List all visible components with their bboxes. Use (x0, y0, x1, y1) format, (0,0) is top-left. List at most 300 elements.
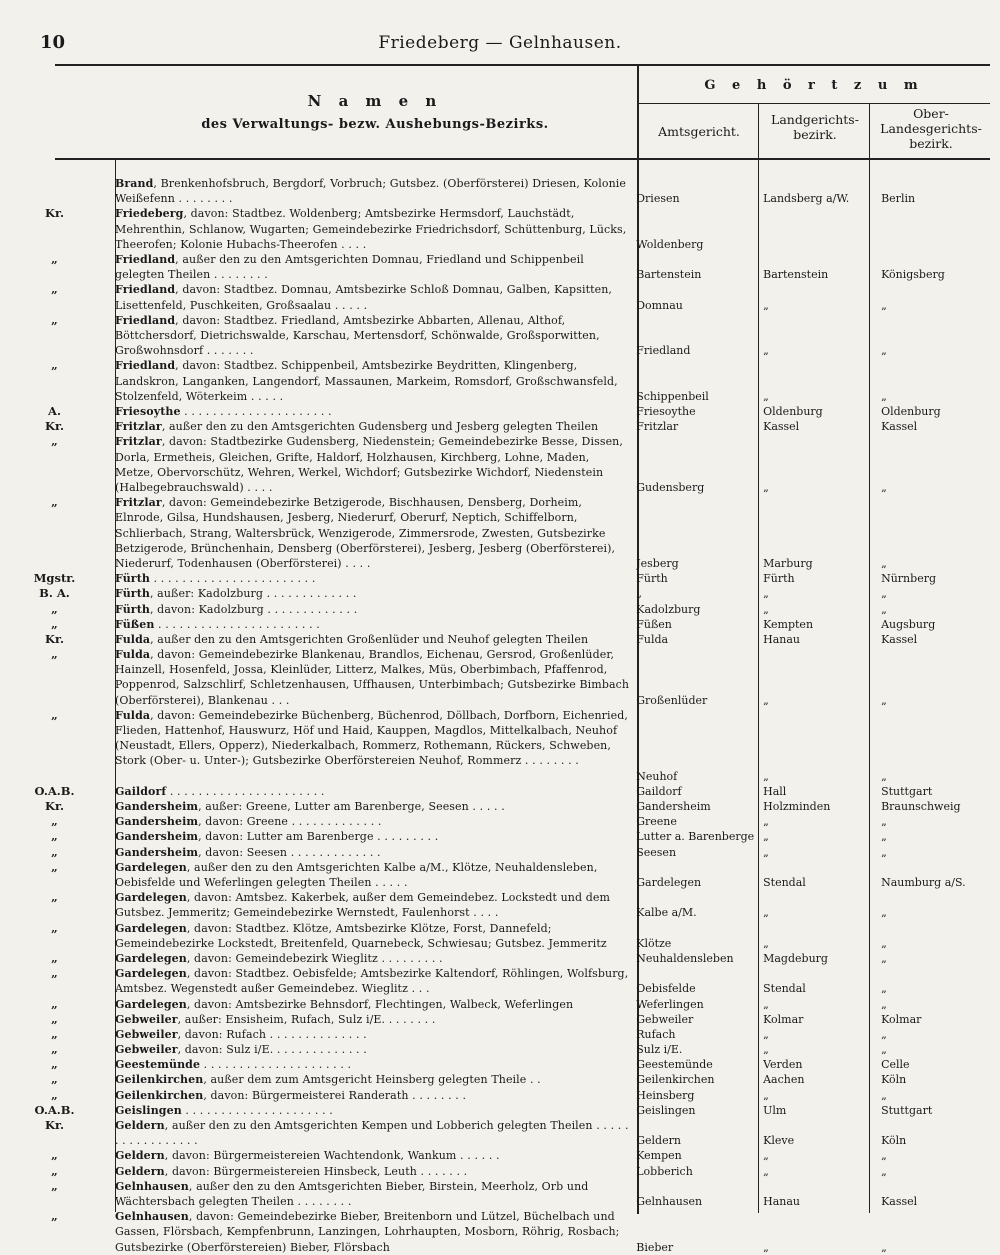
district-description: , davon: Sulz i/E. . . . . . . . . . . . . . (177, 1043, 367, 1057)
district-type: Kr. (44, 799, 64, 814)
district-name-bold: Gelnhausen (114, 1179, 189, 1193)
landgerichtsbezirk-value: Fürth (763, 572, 795, 586)
district-description: , außer: Kadolzburg . . . . . . . . . . . . . (149, 587, 357, 601)
district-name (109, 602, 629, 617)
table-row (0, 951, 1000, 966)
district-type: „ (51, 890, 58, 905)
amtsgericht (629, 252, 757, 282)
district-description: . . . . . . . . . . . . . . . . . . . . . (200, 1058, 352, 1072)
district-name-bold: Gandersheim (114, 815, 199, 829)
table-row (0, 997, 1000, 1012)
district-name-bold: Gaildorf (114, 784, 167, 798)
amtsgericht (629, 845, 757, 860)
amtsgericht-value: Sulz i/E. (636, 1043, 683, 1057)
landgerichtsbezirk (757, 966, 873, 996)
table-row (0, 1179, 1000, 1209)
landgerichtsbezirk-value: „ (763, 587, 769, 601)
district-name (109, 404, 629, 419)
amtsgericht (629, 358, 757, 404)
oberlandesgerichtsbezirk-value: „ (881, 344, 887, 358)
table-row (0, 252, 1000, 282)
table-row (0, 845, 1000, 860)
amtsgericht (629, 1148, 757, 1163)
district-name (109, 799, 629, 814)
amtsgericht-value: Geislingen (636, 1103, 696, 1117)
district-name (109, 1209, 629, 1255)
oberlandesgerichtsbezirk-value: „ (881, 815, 887, 829)
oberlandesgerichtsbezirk-value: „ (881, 602, 887, 616)
amtsgericht (629, 602, 757, 617)
district-name-bold: Gardelegen (114, 997, 187, 1011)
district-description: . . . . . . . . . . . . . . . . . . . . . . . (149, 572, 316, 586)
amtsgericht (629, 1164, 757, 1179)
oberlandesgerichtsbezirk-value: Stuttgart (881, 1103, 933, 1117)
district-description: , außer: Ensisheim, Rufach, Sulz i/E. . . . . . . . (177, 1012, 436, 1026)
district-name-bold: Geldern (114, 1149, 165, 1163)
amtsgericht-value: Gebweiler (636, 1012, 694, 1026)
oberlandesgerichtsbezirk (873, 784, 1000, 799)
district-description: , davon: Stadtbez. Schippenbeil, Amtsbezirke Beydritten, Klingenberg, Landskron, Langanken, Langendorf, Massaunen, Markeim, Romsdorf, Großschwansfeld, Stolzenfeld, Wöterkeim . . . . . (114, 359, 618, 403)
amtsgericht-value: Driesen (636, 192, 680, 206)
landgerichtsbezirk-value: „ (763, 830, 769, 844)
district-name-bold: Gardelegen (114, 891, 187, 905)
landgerichtsbezirk-value: „ (763, 936, 769, 950)
oberlandesgerichtsbezirk (873, 495, 1000, 571)
amtsgericht-value: „ (636, 587, 642, 601)
district-name-bold: Brand (114, 177, 154, 190)
district-name (109, 571, 629, 586)
oberlandesgerichtsbezirk-value: Augsburg (881, 617, 936, 631)
district-name-bold: Gandersheim (114, 830, 199, 844)
district-description: . . . . . . . . . . . . . . . . . . . . . (181, 1103, 333, 1117)
landgerichtsbezirk-value: „ (763, 845, 769, 859)
oberlandesgerichtsbezirk (873, 966, 1000, 996)
district-type: „ (51, 1148, 58, 1163)
table-row (0, 1103, 1000, 1118)
oberlandesgerichtsbezirk (873, 1118, 1000, 1148)
district-name-bold: Fritzlar (114, 420, 162, 434)
landgerichtsbezirk (757, 921, 873, 951)
landgerichtsbezirk-value: Hall (763, 784, 787, 798)
district-name-bold: Gelnhausen (114, 1210, 189, 1224)
oberlandesgerichtsbezirk-value: „ (881, 298, 887, 312)
amtsgericht-value: Heinsberg (636, 1088, 695, 1102)
landgerichtsbezirk (757, 617, 873, 632)
amtsgericht-value: Gardelegen (636, 875, 702, 889)
oberlandesgerichtsbezirk (873, 951, 1000, 966)
district-description: , davon: Gemeindebezirke Büchenberg, Büchenrod, Döllbach, Dorfborn, Eichenried, Flieden, Hattenhof, Hauswurz, Höf und Haid, Kauppen, Magdlos, Mittelkalbach, Neuhof (Neustadt, Ellers, Opperz), Niederkalbach, Rommerz, Rothemann, Rückers, Schweben, Stork (Ober- u. Unter-); Gutsbezirke Oberförstereien Neuhof, Rommerz . . . . . . . . (114, 708, 628, 768)
amtsgericht (629, 1042, 757, 1057)
table-row (0, 419, 1000, 434)
district-name (109, 921, 629, 951)
district-name-bold: Fürth (114, 587, 150, 601)
oberlandesgerichtsbezirk-value: Braunschweig (881, 800, 961, 814)
amtsgericht (629, 966, 757, 996)
district-type: Kr. (44, 1118, 64, 1133)
table-row (0, 1088, 1000, 1103)
district-description: , davon: Bürgermeistereien Hinsbeck, Leuth . . . . . . . (164, 1164, 468, 1178)
amtsgericht-value: Geilenkirchen (636, 1073, 715, 1087)
district-type: „ (51, 312, 58, 327)
table-top-rule (55, 64, 990, 66)
district-name (109, 829, 629, 844)
landgerichtsbezirk (757, 1072, 873, 1087)
amtsgericht (629, 495, 757, 571)
district-type: „ (51, 358, 58, 373)
oberlandesgerichtsbezirk (873, 814, 1000, 829)
amtsgericht-value: Gelnhausen (636, 1195, 703, 1208)
table-row (0, 860, 1000, 890)
oberlandesgerichtsbezirk-value: „ (881, 997, 887, 1011)
district-type: „ (51, 1011, 58, 1026)
district-name (109, 1027, 629, 1042)
district-type: „ (51, 251, 58, 266)
table-row (0, 1072, 1000, 1087)
landgerichtsbezirk (757, 1012, 873, 1027)
oberlandesgerichtsbezirk-value: Königsberg (881, 268, 945, 282)
landgerichtsbezirk (757, 632, 873, 647)
amtsgericht-value: Lutter a. Barenberge (636, 830, 755, 844)
district-name (109, 997, 629, 1012)
district-name-bold: Friesoythe (114, 404, 181, 418)
oberlandesgerichtsbezirk-value: Stuttgart (881, 784, 933, 798)
landgerichtsbezirk (757, 1209, 873, 1255)
district-name (109, 419, 629, 434)
district-type: Kr. (44, 206, 64, 221)
landgerichtsbezirk (757, 206, 873, 252)
district-description: , davon: Stadtbez. Domnau, Amtsbezirke Schloß Domnau, Galben, Kapsitten, Lisettenfeld, Puschkeiten, Großsaalau . . . . . (114, 283, 612, 312)
landgerichtsbezirk-value: Hanau (763, 1195, 800, 1208)
header-namen: N a m e n (307, 92, 443, 110)
amtsgericht-value: Neuhaldensleben (636, 951, 734, 965)
oberlandesgerichtsbezirk (873, 358, 1000, 404)
district-description: , davon: Rufach . . . . . . . . . . . . . . (177, 1027, 367, 1041)
district-type: „ (51, 647, 58, 662)
table-row (0, 404, 1000, 419)
amtsgericht-value: Rufach (636, 1027, 676, 1041)
landgerichtsbezirk-value: „ (763, 906, 769, 920)
table-row (0, 571, 1000, 586)
table-row (0, 814, 1000, 829)
amtsgericht-value: Bartenstein (636, 268, 702, 282)
landgerichtsbezirk-value: „ (763, 344, 769, 358)
landgerichtsbezirk (757, 1148, 873, 1163)
oberlandesgerichtsbezirk-value: Berlin (881, 192, 916, 206)
oberlandesgerichtsbezirk (873, 1042, 1000, 1057)
landgerichtsbezirk (757, 313, 873, 359)
amtsgericht (629, 814, 757, 829)
amtsgericht (629, 997, 757, 1012)
district-name-bold: Friedeberg (114, 207, 184, 221)
district-type: B. A. (39, 586, 70, 601)
district-description: , außer den zu den Amtsgerichten Kalbe a/M., Klötze, Neuhaldensleben, Oebisfelde und Weferlingen gelegten Theilen . . . . . (114, 860, 598, 889)
oberlandesgerichtsbezirk (873, 1057, 1000, 1072)
district-name-bold: Fulda (114, 648, 151, 662)
district-name (109, 1103, 629, 1118)
district-type: O.A.B. (34, 1102, 75, 1117)
landgerichtsbezirk-value: Kolmar (763, 1012, 804, 1026)
district-name (109, 814, 629, 829)
landgerichtsbezirk (757, 1164, 873, 1179)
oberlandesgerichtsbezirk (873, 921, 1000, 951)
oberlandesgerichtsbezirk (873, 313, 1000, 359)
amtsgericht-value: Seesen (636, 845, 677, 859)
district-name (109, 1179, 629, 1209)
amtsgericht-value: Friesoythe (636, 404, 696, 418)
oberlandesgerichtsbezirk (873, 1088, 1000, 1103)
table-row (0, 1164, 1000, 1179)
oberlandesgerichtsbezirk-value: Celle (881, 1058, 910, 1072)
oberlandesgerichtsbezirk (873, 890, 1000, 920)
district-name (109, 647, 629, 708)
amtsgericht-value: Greene (636, 815, 677, 829)
header-bottom-rule (55, 158, 990, 160)
amtsgericht (629, 1209, 757, 1255)
district-description: , davon: Lutter am Barenberge . . . . . . . . . (198, 830, 439, 844)
oberlandesgerichtsbezirk (873, 799, 1000, 814)
district-name (109, 586, 629, 601)
landgerichtsbezirk-value: Kassel (763, 420, 800, 434)
oberlandesgerichtsbezirk-value: „ (881, 1027, 887, 1041)
oberlandesgerichtsbezirk (873, 1012, 1000, 1027)
landgerichtsbezirk (757, 814, 873, 829)
oberlandesgerichtsbezirk-value: „ (881, 693, 887, 707)
landgerichtsbezirk (757, 1042, 873, 1057)
table-row (0, 586, 1000, 601)
district-type: „ (51, 814, 58, 829)
district-type: Kr. (44, 631, 64, 646)
landgerichtsbezirk (757, 495, 873, 571)
district-type: „ (51, 920, 58, 935)
amtsgericht (629, 951, 757, 966)
oberlandesgerichtsbezirk-value: „ (881, 587, 887, 601)
landgerichtsbezirk-value: Stendal (763, 875, 806, 889)
district-description: , davon: Stadtbezirke Gudensberg, Niedenstein; Gemeindebezirke Besse, Dissen, Dorla, Ermetheis, Gleichen, Grifte, Haldorf, Holzhausen, Kirchberg, Lohne, Maden, Metze, Obervorschütz, Wehren, Werkel, Wichdorf; Gutsbezirke Wichdorf, Niedenstein (Halbegebrauchswald) . . . . (114, 435, 623, 494)
district-type: „ (51, 1026, 58, 1041)
page-number: 10 (40, 32, 66, 53)
district-name (109, 1057, 629, 1072)
district-name (109, 951, 629, 966)
district-name (109, 1164, 629, 1179)
landgerichtsbezirk-value: „ (763, 769, 769, 783)
amtsgericht-value: Domnau (636, 298, 683, 312)
oberlandesgerichtsbezirk (873, 176, 1000, 206)
district-name (109, 434, 629, 495)
amtsgericht (629, 799, 757, 814)
district-name (109, 1088, 629, 1103)
oberlandesgerichtsbezirk-value: „ (881, 769, 887, 783)
landgerichtsbezirk-value: Landsberg a/W. (763, 192, 850, 206)
landgerichtsbezirk-value: Bartenstein (763, 268, 829, 282)
landgerichtsbezirk-value: „ (763, 1027, 769, 1041)
district-description: , davon: Greene . . . . . . . . . . . . . (198, 815, 382, 829)
oberlandesgerichtsbezirk (873, 282, 1000, 312)
landgerichtsbezirk-value: Aachen (763, 1073, 805, 1087)
district-type: O.A.B. (34, 783, 75, 798)
district-name (109, 1072, 629, 1087)
oberlandesgerichtsbezirk-value: „ (881, 906, 887, 920)
district-name-bold: Gebweiler (114, 1043, 178, 1057)
oberlandesgerichtsbezirk-value: Kassel (881, 632, 918, 646)
district-name-bold: Gebweiler (114, 1012, 178, 1026)
oberlandesgerichtsbezirk (873, 997, 1000, 1012)
table-row (0, 708, 1000, 784)
district-type: „ (51, 495, 58, 510)
landgerichtsbezirk-value: „ (763, 1043, 769, 1057)
amtsgericht (629, 1012, 757, 1027)
landgerichtsbezirk (757, 997, 873, 1012)
district-name-bold: Gardelegen (114, 967, 187, 981)
district-type: „ (51, 1072, 58, 1087)
amtsgericht-value: Fritzlar (636, 420, 679, 434)
amtsgericht-value: Geestemünde (636, 1058, 713, 1072)
landgerichtsbezirk (757, 799, 873, 814)
amtsgericht (629, 829, 757, 844)
oberlandesgerichtsbezirk-value: „ (881, 936, 887, 950)
landgerichtsbezirk-value: Hanau (763, 632, 800, 646)
amtsgericht-value: Gaildorf (636, 784, 682, 798)
table-row (0, 1057, 1000, 1072)
landgerichtsbezirk-value: Kempten (763, 617, 814, 631)
amtsgericht (629, 206, 757, 252)
header-col-landgericht: Landgerichts-bezirk. (771, 112, 859, 142)
district-type: „ (51, 616, 58, 631)
landgerichtsbezirk (757, 282, 873, 312)
oberlandesgerichtsbezirk-value: Oldenburg (881, 404, 941, 418)
table-row (0, 966, 1000, 996)
table-row (0, 890, 1000, 920)
district-description: , davon: Kadolzburg . . . . . . . . . . . . . (149, 602, 358, 616)
district-type: „ (51, 844, 58, 859)
district-description: , davon: Gemeindebezirke Bieber, Breitenborn und Lützel, Büchelbach und Gassen, Flörsbach, Kempfenbrunn, Lanzingen, Lohrhaupten, Mosborn, Röhrig, Rosbach; Gutsbezirke (Oberförstereien) Bieber, Flörsbach (114, 1210, 620, 1254)
district-name (109, 206, 629, 252)
district-name-bold: Geestemünde (114, 1058, 201, 1072)
oberlandesgerichtsbezirk (873, 708, 1000, 784)
district-name (109, 708, 629, 784)
amtsgericht-value: Füßen (636, 617, 672, 631)
amtsgericht (629, 434, 757, 495)
district-description: , außer den zu den Amtsgerichten Großenlüder und Neuhof gelegten Theilen (150, 632, 589, 646)
landgerichtsbezirk (757, 1027, 873, 1042)
district-type: „ (51, 1087, 58, 1102)
landgerichtsbezirk (757, 845, 873, 860)
district-type: „ (51, 434, 58, 449)
header-col-oberlandesgericht: Ober-Landesgerichts-bezirk. (880, 106, 982, 151)
landgerichtsbezirk (757, 1088, 873, 1103)
district-name-bold: Geislingen (114, 1103, 182, 1117)
district-type: A. (48, 403, 61, 418)
oberlandesgerichtsbezirk (873, 206, 1000, 252)
landgerichtsbezirk (757, 434, 873, 495)
table-row (0, 313, 1000, 359)
district-name (109, 358, 629, 404)
table-row (0, 921, 1000, 951)
district-type: „ (51, 950, 58, 965)
landgerichtsbezirk (757, 404, 873, 419)
oberlandesgerichtsbezirk (873, 1103, 1000, 1118)
district-type: Kr. (44, 419, 64, 434)
table-row (0, 358, 1000, 404)
district-name (109, 176, 629, 206)
amtsgericht (629, 921, 757, 951)
district-description: , davon: Gemeindebezirke Betzigerode, Bischhausen, Densberg, Dorheim, Elnrode, Gilsa, Hundshausen, Jesberg, Niederurf, Oberurf, Neptich, Schiffelborn, Schlierbach, Strang, Waltersbrück, Wenzigerode, Zimmersrode, Zwesten, Gutsbezirke Betzigerode, Brünchenhain, Densberg (Oberförsterei), Jesberg, Jesberg (Oberförsterei), Niederurf, Todenhausen (Oberförsterei) . . . . (114, 496, 616, 570)
table-row (0, 784, 1000, 799)
amtsgericht (629, 890, 757, 920)
table-row (0, 632, 1000, 647)
oberlandesgerichtsbezirk (873, 860, 1000, 890)
district-description: . . . . . . . . . . . . . . . . . . . . . . . (154, 617, 320, 631)
oberlandesgerichtsbezirk-value: Naumburg a/S. (881, 875, 966, 889)
landgerichtsbezirk (757, 951, 873, 966)
header-col-amtsgericht: Amtsgericht. (658, 124, 740, 139)
oberlandesgerichtsbezirk (873, 571, 1000, 586)
landgerichtsbezirk-value: „ (763, 815, 769, 829)
amtsgericht (629, 282, 757, 312)
district-name (109, 495, 629, 571)
landgerichtsbezirk (757, 586, 873, 601)
district-name (109, 1148, 629, 1163)
district-description: , außer den zu den Amtsgerichten Gudensberg und Jesberg gelegten Theilen (161, 420, 599, 434)
amtsgericht-value: Fürth (636, 572, 668, 586)
amtsgericht-value: Bieber (636, 1240, 674, 1254)
oberlandesgerichtsbezirk-value: „ (881, 982, 887, 996)
district-description: , davon: Bürgermeistereien Wachtendonk, Wankum . . . . . . (164, 1149, 500, 1163)
district-description: , außer den zu den Amtsgerichten Bieber, Birstein, Meerholz, Orb und Wächtersbach gelegten Theilen . . . . . . . . (114, 1179, 589, 1209)
amtsgericht-value: Schippenbeil (636, 389, 709, 403)
amtsgericht (629, 571, 757, 586)
table-row (0, 829, 1000, 844)
district-description: , davon: Stadtbez. Klötze, Amtsbezirke Klötze, Forst, Dannefeld; Gemeindebezirke Lockstedt, Breitenfeld, Quarnebeck, Schwiesau; Gutsbez. Jemmeritz (114, 921, 607, 950)
amtsgericht (629, 1179, 757, 1209)
amtsgericht (629, 1118, 757, 1148)
gehoert-rule (637, 103, 990, 104)
table-row (0, 282, 1000, 312)
table-row (0, 1118, 1000, 1148)
district-description: , außer: Greene, Lutter am Barenberge, Seesen . . . . . (198, 800, 505, 814)
landgerichtsbezirk (757, 1103, 873, 1118)
district-name (109, 313, 629, 359)
oberlandesgerichtsbezirk-value: „ (881, 845, 887, 859)
oberlandesgerichtsbezirk (873, 1027, 1000, 1042)
running-head: Friedeberg — Gelnhausen. (378, 33, 622, 53)
district-name-bold: Fulda (114, 632, 151, 646)
district-name (109, 1012, 629, 1027)
landgerichtsbezirk-value: „ (763, 480, 769, 494)
landgerichtsbezirk-value: Holzminden (763, 800, 831, 814)
amtsgericht-value: Geldern (636, 1134, 681, 1148)
district-name-bold: Fürth (114, 602, 150, 616)
landgerichtsbezirk-value: „ (763, 389, 769, 403)
district-type: „ (51, 601, 58, 616)
landgerichtsbezirk-value: Verden (763, 1058, 803, 1072)
district-name-bold: Gandersheim (114, 845, 199, 859)
district-name-bold: Friedland (114, 283, 176, 297)
landgerichtsbezirk (757, 1118, 873, 1148)
landgerichtsbezirk-value: Magdeburg (763, 951, 828, 965)
amtsgericht (629, 647, 757, 708)
oberlandesgerichtsbezirk (873, 404, 1000, 419)
district-name (109, 890, 629, 920)
landgerichtsbezirk (757, 829, 873, 844)
header-gehoert: G e h ö r t z u m (704, 78, 924, 93)
district-name-bold: Füßen (114, 617, 155, 631)
amtsgericht-value: Jesberg (636, 556, 679, 570)
amtsgericht-value: Gandersheim (636, 800, 711, 814)
district-description: , davon: Gemeindebezirke Blankenau, Brandlos, Eichenau, Gersrod, Großenlüder, Hainzell, Hosenfeld, Jossa, Kleinlüder, Litterz, Malkes, Müs, Oberbimbach, Pfaffenrod, Poppenrod, Salzschlirf, Schletzenhausen, Uffhausen, Unterbimbach; Gutsbezirke Bimbach (Oberförsterei), Blankenau . . . (114, 648, 630, 707)
district-name (109, 966, 629, 996)
amtsgericht (629, 586, 757, 601)
oberlandesgerichtsbezirk-value: „ (881, 1240, 887, 1254)
